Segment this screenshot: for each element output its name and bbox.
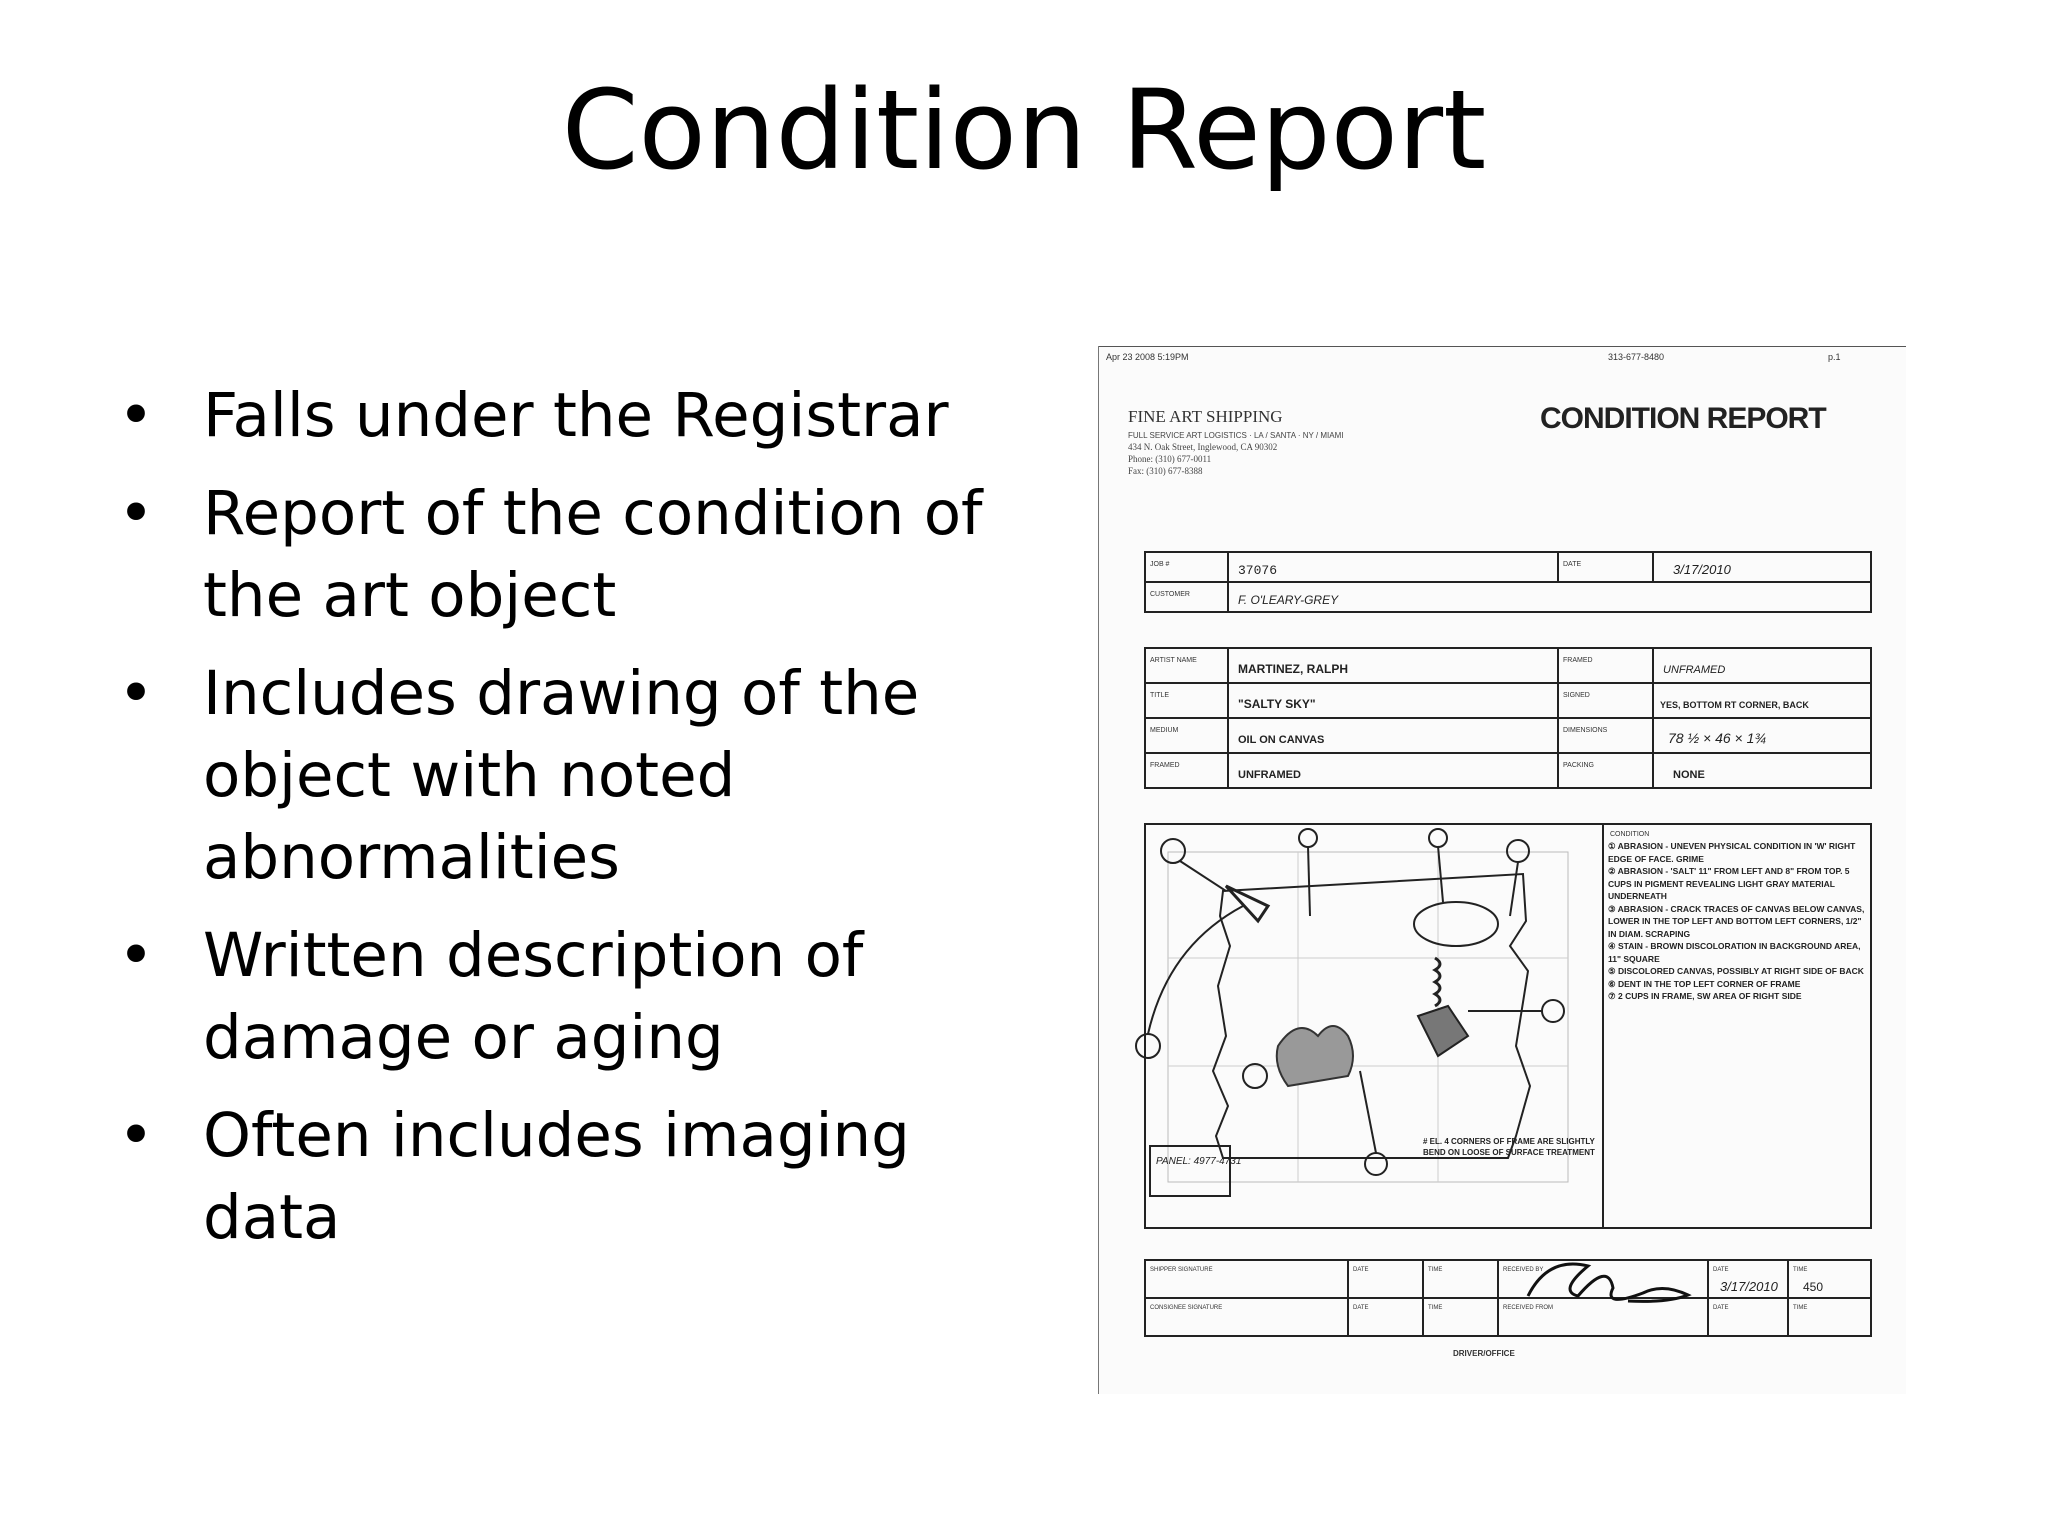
condition-note: ⑤ DISCOLORED CANVAS, POSSIBLY AT RIGHT SIDE OF BACK (1608, 966, 1864, 976)
field-value: MARTINEZ, RALPH (1238, 662, 1348, 676)
company-address: 434 N. Oak Street, Inglewood, CA 90302 (1128, 442, 1278, 452)
sig-label: RECEIVED BY (1503, 1267, 1544, 1273)
company-tagline: FULL SERVICE ART LOGISTICS · LA / SANTA · NY / MIAMI (1128, 431, 1344, 440)
company-fax: Fax: (310) 677-8388 (1128, 466, 1203, 476)
condition-note: ① ABRASION - UNEVEN PHYSICAL CONDITION IN 'W' RIGHT EDGE OF FACE. GRIME (1608, 841, 1856, 864)
fax-header-mid: 313-677-8480 (1608, 352, 1665, 362)
field-value: YES, BOTTOM RT CORNER, BACK (1660, 700, 1809, 710)
field-label: PACKING (1563, 762, 1594, 769)
field-label: JOB # (1150, 561, 1170, 568)
bullet-item (118, 915, 1018, 1079)
field-label: CUSTOMER (1150, 591, 1190, 598)
sig-label: TIME (1428, 1305, 1443, 1311)
condition-note: ⑦ 2 CUPS IN FRAME, SW AREA OF RIGHT SIDE (1608, 991, 1802, 1001)
bullet-text: Often includes imaging data (203, 1100, 910, 1253)
condition-note: ② ABRASION - 'SALT' 11" FROM LEFT AND 8" FROM TOP. 5 CUPS IN PIGMENT REVEALING LIGHT GRAY MATERIAL UNDERNEATH (1608, 866, 1850, 901)
field-value: 3/17/2010 (1673, 562, 1731, 577)
sig-label: SHIPPER SIGNATURE (1150, 1267, 1213, 1273)
field-value: F. O'LEARY-GREY (1238, 593, 1339, 607)
field-value: UNFRAMED (1663, 664, 1726, 676)
bullet-item (118, 375, 1018, 457)
fax-header-left: Apr 23 2008 5:19PM (1106, 352, 1189, 362)
fax-header-right: p.1 (1828, 352, 1841, 362)
bullet-text: Written description of damage or aging (203, 920, 864, 1073)
sig-value: 3/17/2010 (1720, 1279, 1778, 1294)
sig-label: DATE (1353, 1267, 1369, 1273)
field-value: "SALTY SKY" (1238, 697, 1316, 711)
condition-note: ⑥ DENT IN THE TOP LEFT CORNER OF FRAME (1608, 978, 1801, 989)
bullet-icon: • (118, 1100, 154, 1171)
form-heading: CONDITION REPORT (1540, 402, 1826, 435)
bullet-item (118, 653, 1018, 899)
sig-label: DATE (1353, 1305, 1369, 1311)
sig-label: RECEIVED FROM (1503, 1305, 1554, 1311)
bullet-item (118, 473, 1018, 637)
panel-note: PANEL: 4977-4731 (1156, 1156, 1242, 1167)
field-label: TITLE (1150, 692, 1170, 699)
bullet-list (118, 375, 1018, 1275)
bullet-icon: • (118, 920, 154, 991)
bullet-text: Includes drawing of the object with noted abnormalities (203, 658, 920, 893)
sig-label: DATE (1713, 1305, 1729, 1311)
drawing-note: # EL. 4 CORNERS OF FRAME ARE SLIGHTLY BEND ON LOOSE OF SURFACE TREATMENT (1423, 1137, 1595, 1157)
condition-note: ③ ABRASION - CRACK TRACES OF CANVAS BELOW CANVAS, LOWER IN THE TOP LEFT AND BOTTOM LEFT CORNERS, 1/2" IN DIAM. SCRAPING (1608, 903, 1865, 939)
company-name: FINE ART SHIPPING (1128, 407, 1283, 426)
field-value: UNFRAMED (1238, 769, 1301, 781)
sig-label: CONSIGNEE SIGNATURE (1150, 1305, 1223, 1311)
condition-notes (1608, 840, 1866, 1003)
bullet-icon: • (118, 380, 154, 451)
condition-label: CONDITION (1610, 831, 1650, 838)
field-value: NONE (1673, 769, 1705, 781)
field-label: FRAMED (1563, 657, 1593, 664)
field-label: DIMENSIONS (1563, 727, 1608, 734)
bullet-icon: • (118, 478, 154, 549)
field-label: SIGNED (1563, 692, 1590, 699)
slide-title: Condition Report (561, 66, 1487, 194)
sig-value: 450 (1803, 1280, 1824, 1294)
field-label: ARTIST NAME (1150, 657, 1197, 664)
company-phone: Phone: (310) 677-0011 (1128, 454, 1212, 464)
sig-label: TIME (1793, 1267, 1808, 1273)
bullet-icon: • (118, 658, 154, 729)
field-label: MEDIUM (1150, 727, 1179, 734)
bullet-item (118, 1095, 1018, 1259)
field-label: FRAMED (1150, 762, 1180, 769)
field-label: DATE (1563, 561, 1582, 568)
form-footer: DRIVER/OFFICE (1453, 1349, 1515, 1358)
field-value: 37076 (1238, 563, 1278, 578)
field-value: OIL ON CANVAS (1238, 734, 1325, 746)
sig-label: TIME (1793, 1305, 1808, 1311)
bullet-text: Report of the condition of the art object (203, 478, 983, 631)
bullet-text: Falls under the Registrar (203, 380, 949, 451)
field-value: 78 ½ × 46 × 1¾ (1668, 730, 1767, 746)
sig-label: DATE (1713, 1267, 1729, 1273)
condition-note: ④ STAIN - BROWN DISCOLORATION IN BACKGROUND AREA, 11" SQUARE (1608, 941, 1861, 964)
condition-report-scan (1098, 346, 1906, 1394)
sig-label: TIME (1428, 1267, 1443, 1273)
